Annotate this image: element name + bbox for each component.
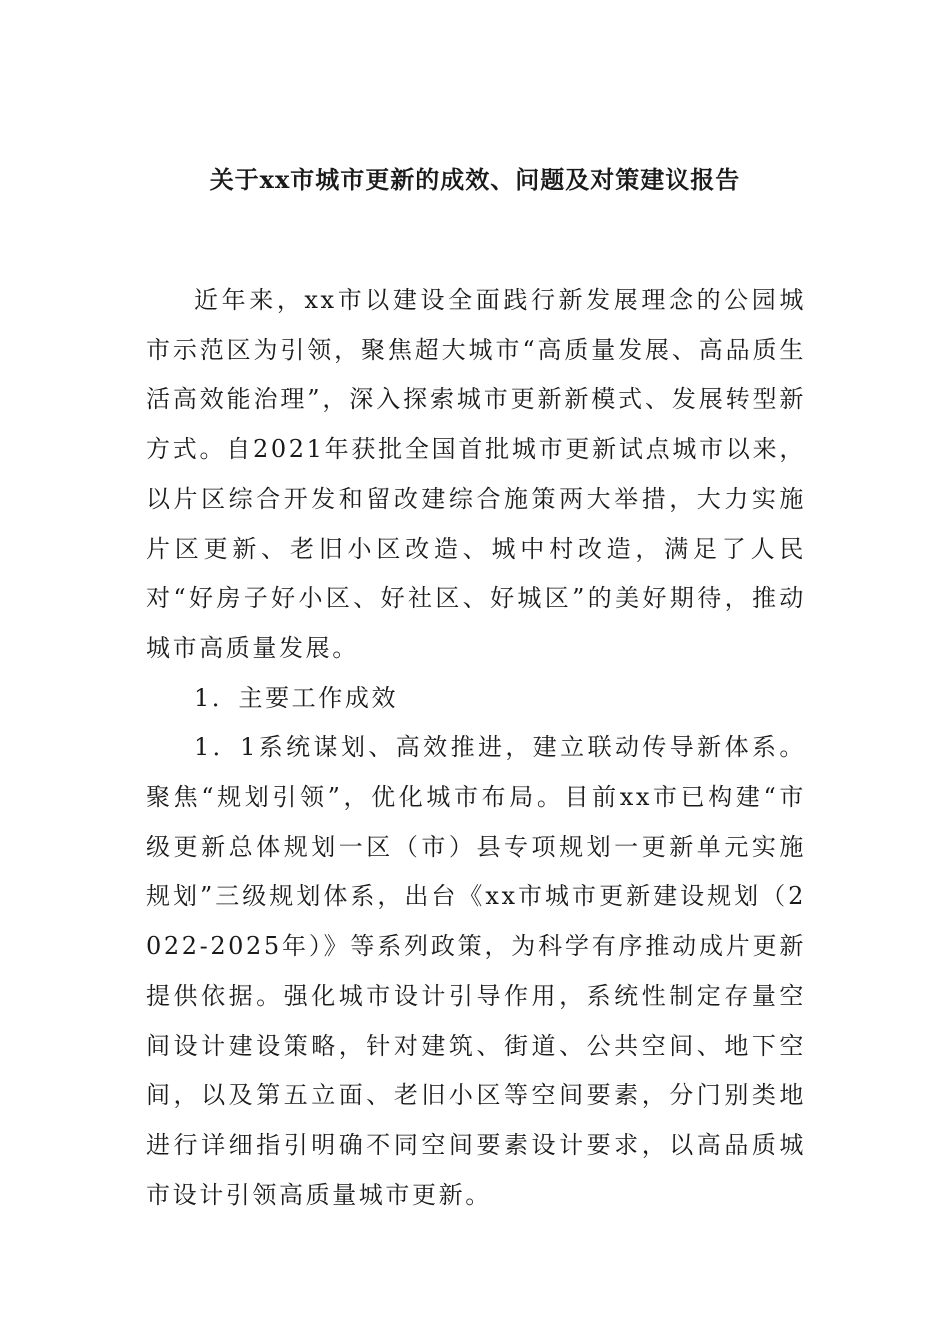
- section-heading: 1．主要工作成效: [194, 683, 399, 712]
- section-paragraph: 1．1系统谋划、高效推进，建立联动传导新体系。聚焦“规划引领”，优化城市布局。目前xx市已构建“市级更新总体规划一区（市）县专项规划一更新单元实施规划”三级规划体系，出台《xx市城市更新建设规划（2022-2025年）》等系列政策，为科学有序推动成片更新提供依据。强化城市设计引导作用，系统性制定存量空间设计建设策略，针对建筑、街道、公共空间、地下空间，以及第五立面、老旧小区等空间要素，分门别类地进行详细指引明确不同空间要素设计要求，以高品质城市设计引领高质量城市更新。: [146, 733, 806, 1209]
- document-title: 关于xx市城市更新的成效、问题及对策建议报告: [209, 165, 741, 194]
- document-body: [146, 276, 806, 1220]
- intro-paragraph: 近年来，xx市以建设全面践行新发展理念的公园城市示范区为引领，聚焦超大城市“高质量发展、高品质生活高效能治理”，深入探索城市更新新模式、发展转型新方式。自2021年获批全国首批城市更新试点城市以来，以片区综合开发和留改建综合施策两大举措，大力实施片区更新、老旧小区改造、城中村改造，满足了人民对“好房子好小区、好社区、好城区”的美好期待，推动城市高质量发展。: [146, 286, 806, 662]
